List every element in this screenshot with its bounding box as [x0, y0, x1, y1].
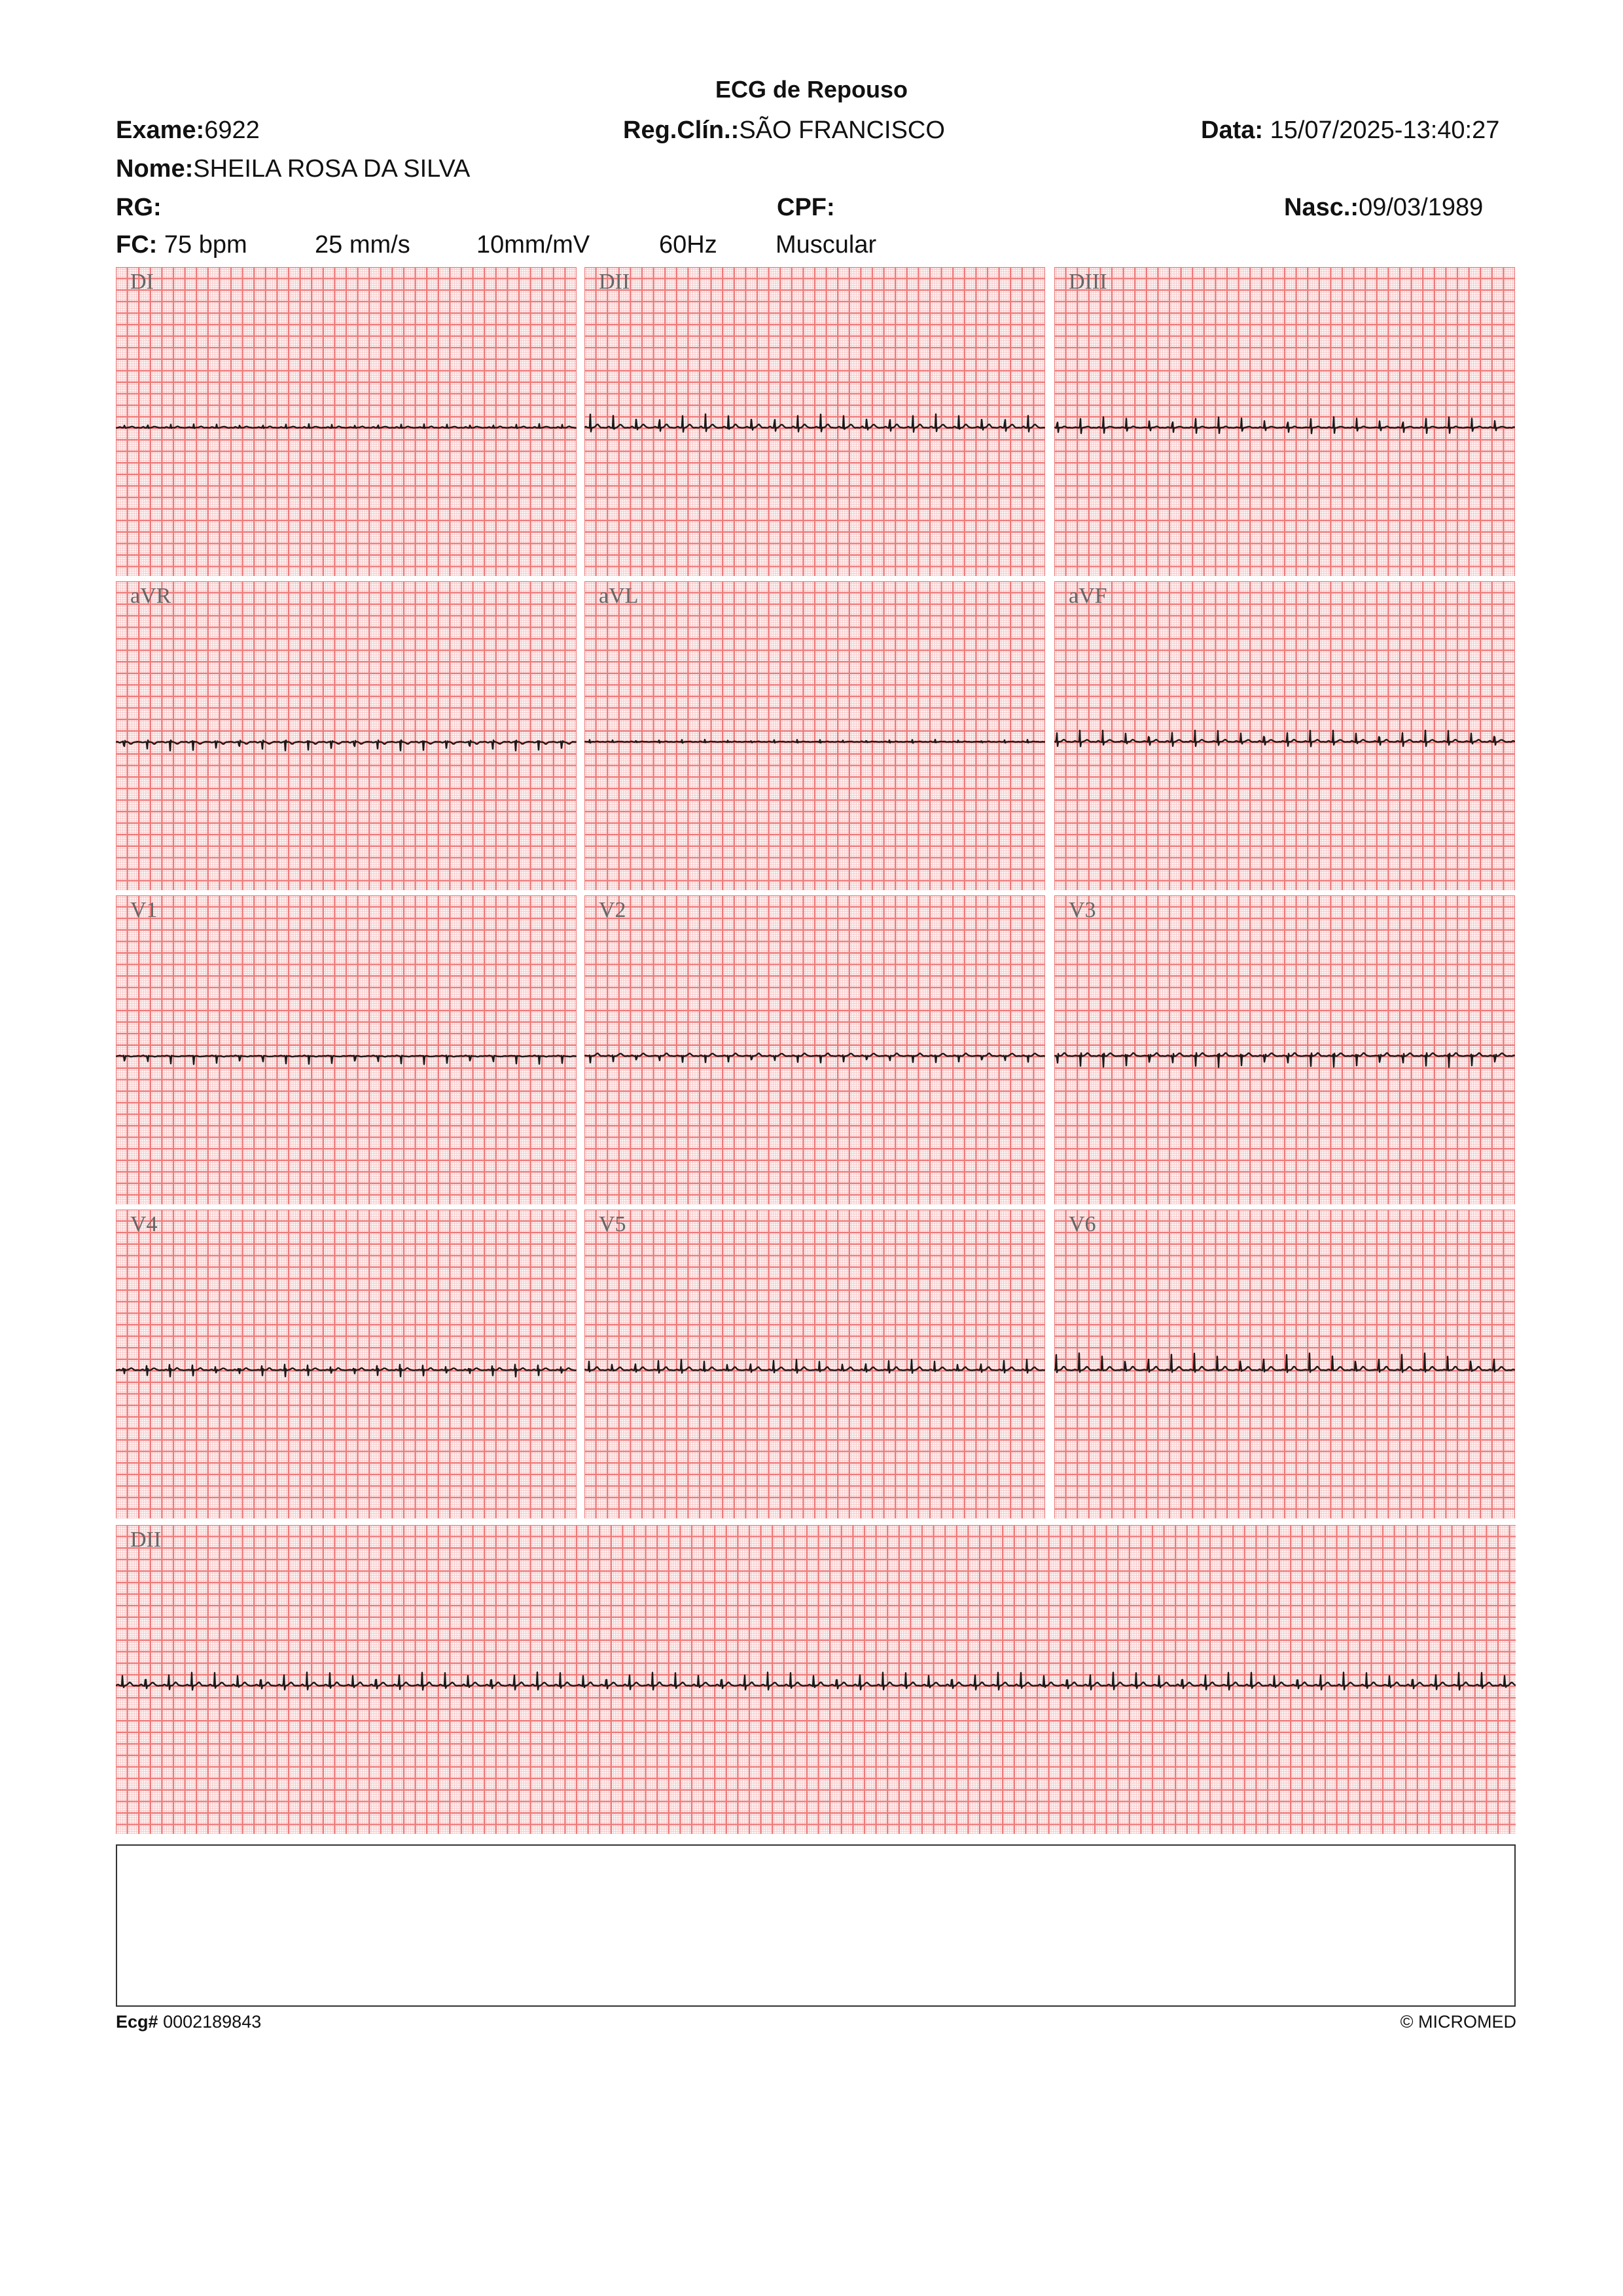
fc-label: FC: [116, 231, 158, 259]
birth-value: 09/03/1989 [1359, 194, 1484, 221]
fc-value: 75 bpm [164, 231, 247, 259]
exam-label: Exame: [116, 117, 205, 144]
exam-value: 6922 [204, 117, 260, 144]
birth-label: Nasc.: [1284, 194, 1359, 221]
ecg-strip-dii [584, 267, 1045, 576]
ecg-id-value: 0002189843 [163, 2012, 262, 2032]
birth-field [1284, 194, 1483, 222]
ecg-id [116, 2012, 261, 2032]
ecg-strip-v5 [584, 1210, 1045, 1518]
name-value: SHEILA ROSA DA SILVA [193, 155, 471, 183]
lead-label-v4: V4 [130, 1212, 158, 1236]
lead-label-v2: V2 [599, 898, 626, 922]
ecg-rhythm-strip [116, 1525, 1516, 1834]
date-value: 15/07/2025-13:40:27 [1270, 117, 1500, 144]
date-label: Data: [1201, 117, 1264, 144]
ecg-strip-v1 [116, 895, 577, 1204]
lead-label-avf: aVF [1069, 584, 1107, 608]
exam-field [116, 117, 260, 145]
fc-field [116, 231, 247, 259]
ecg-strip-avl [584, 581, 1045, 890]
lead-label-avr: aVR [130, 584, 171, 608]
filter-type-value: Muscular [776, 231, 877, 259]
name-label: Nome: [116, 155, 194, 183]
notes-box [116, 1844, 1516, 2007]
rg-field [116, 194, 162, 222]
lead-label-v1: V1 [130, 898, 158, 922]
filter-hz-value: 60Hz [659, 231, 717, 259]
ecg-strip-diii [1054, 267, 1515, 576]
ecg-strip-di [116, 267, 577, 576]
lead-label-avl: aVL [599, 584, 639, 608]
date-field [1201, 117, 1499, 145]
ecg-id-label: Ecg# [116, 2012, 158, 2032]
name-field [116, 155, 470, 183]
rhythm-lead-label: DII [130, 1528, 162, 1552]
ecg-strip-v2 [584, 895, 1045, 1204]
cpf-label: CPF: [777, 194, 835, 221]
lead-label-dii: DII [599, 270, 630, 294]
lead-label-v5: V5 [599, 1212, 626, 1236]
rg-label: RG: [116, 194, 162, 221]
ecg-strip-v3 [1054, 895, 1515, 1204]
regclin-value: SÃO FRANCISCO [739, 117, 945, 144]
gain-value: 10mm/mV [476, 231, 590, 259]
lead-label-v6: V6 [1069, 1212, 1096, 1236]
report-title: ECG de Repouso [715, 76, 908, 103]
cpf-field [777, 194, 835, 222]
ecg-strip-v4 [116, 1210, 577, 1518]
speed-value: 25 mm/s [315, 231, 410, 259]
ecg-strip-v6 [1054, 1210, 1515, 1518]
copyright: © MICROMED [1400, 2012, 1516, 2032]
ecg-strip-avf [1054, 581, 1515, 890]
lead-label-di: DI [130, 270, 154, 294]
lead-label-v3: V3 [1069, 898, 1096, 922]
lead-label-diii: DIII [1069, 270, 1107, 294]
regclin-label: Reg.Clín.: [623, 117, 740, 144]
ecg-strip-avr [116, 581, 577, 890]
regclin-field [623, 117, 945, 145]
